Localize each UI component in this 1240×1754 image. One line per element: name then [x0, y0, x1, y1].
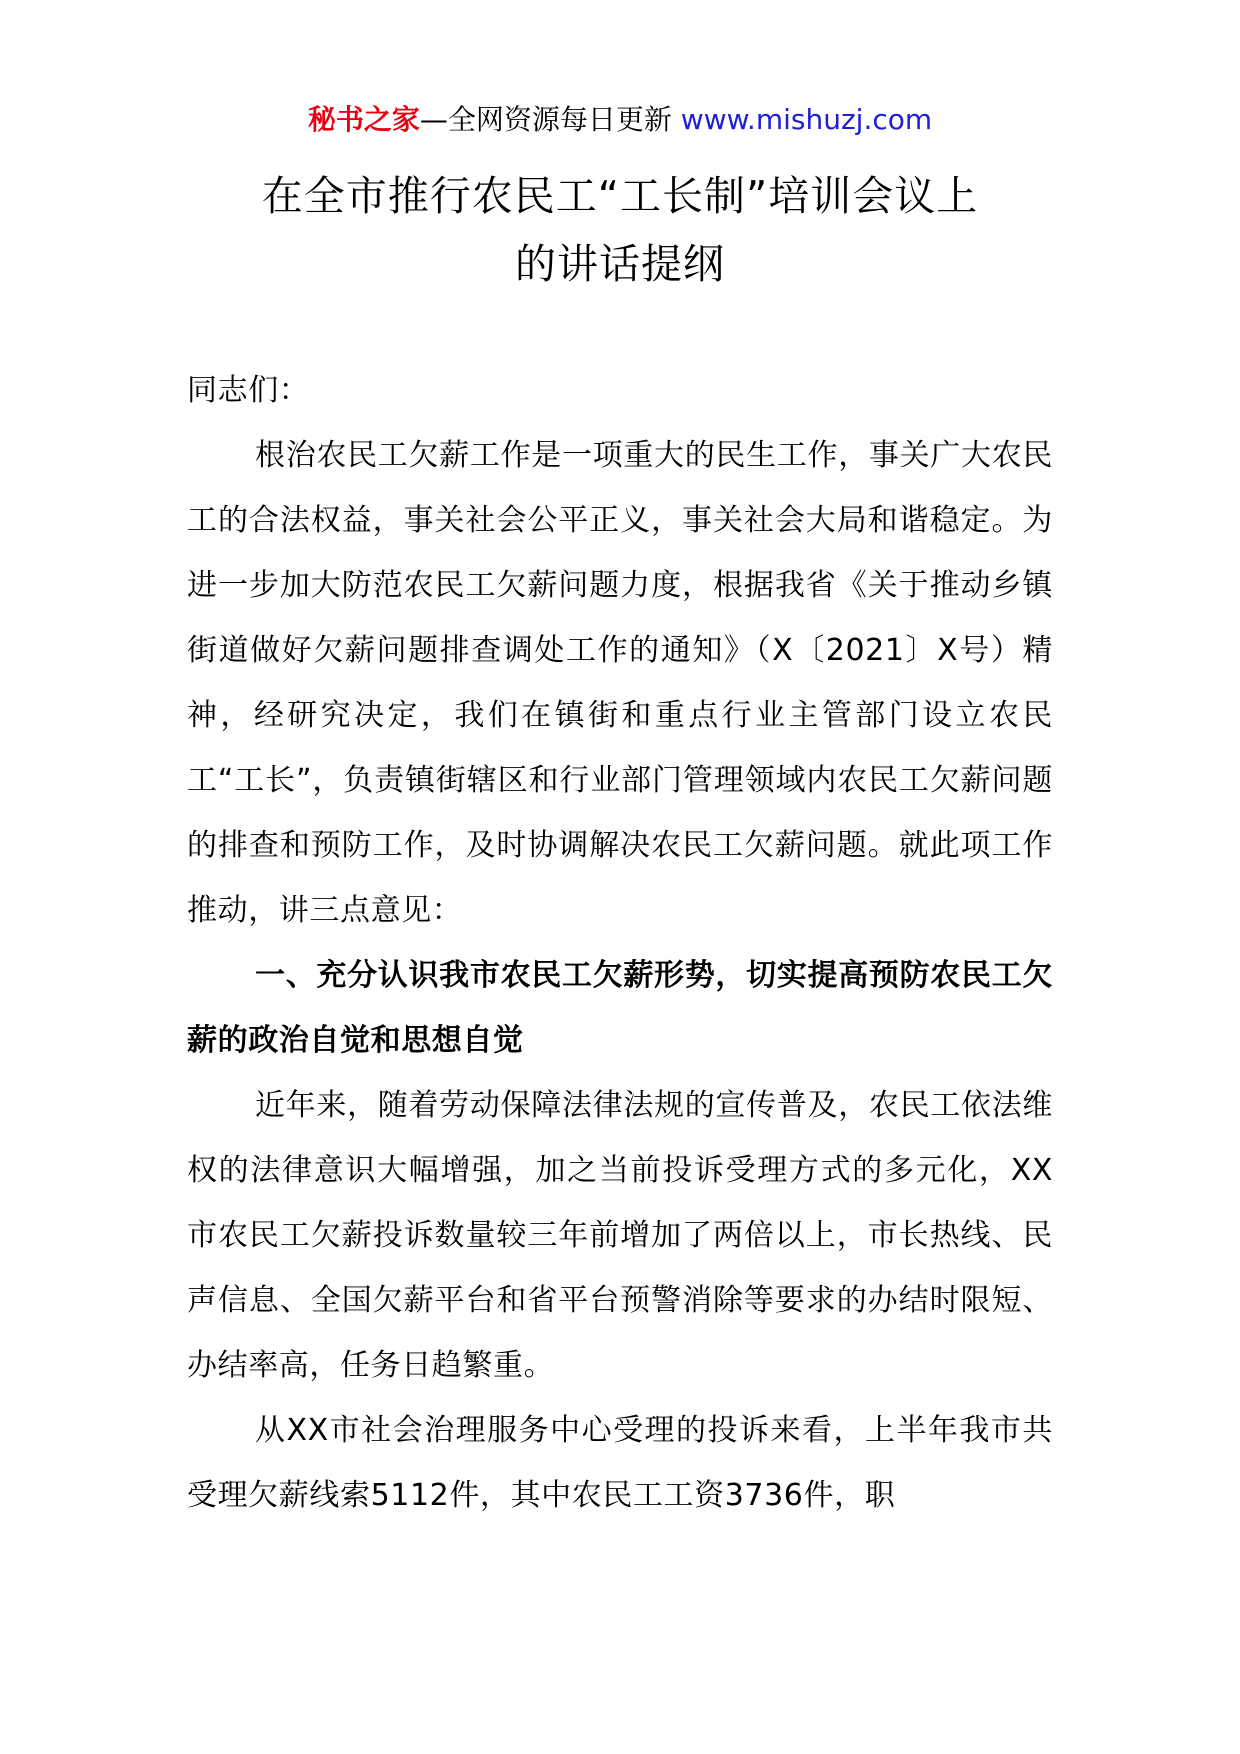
document-body: [187, 358, 1053, 1528]
document-title: [150, 162, 1090, 298]
site-url-link[interactable]: www.mishuzj.com: [680, 103, 933, 136]
header-tagline: —全网资源每日更新: [419, 103, 672, 136]
paragraph-complaints-trend: 近年来，随着劳动保障法律法规的宣传普及，农民工依法维权的法律意识大幅增强，加之当前投诉受理方式的多元化，XX市农民工欠薪投诉数量较三年前增加了两倍以上，市长热线、民声信息、全国欠薪平台和省平台预警消除等要求的办结时限短、办结率高，任务日趋繁重。: [187, 1088, 1053, 1383]
brand-name: 秘书之家: [307, 103, 420, 136]
title-line-1: 在全市推行农民工“工长制”培训会议上: [261, 172, 979, 220]
section-heading-1: 一、充分认识我市农民工欠薪形势，切实提高预防农民工欠薪的政治自觉和思想自觉: [187, 958, 1053, 1058]
paragraph-complaints-stats: 从XX市社会治理服务中心受理的投诉来看，上半年我市共受理欠薪线索5112件，其中农民工工资3736件，职: [187, 1413, 1053, 1513]
site-header: [0, 100, 1240, 140]
title-line-2: 的讲话提纲: [515, 240, 725, 288]
salutation: 同志们：: [187, 373, 310, 408]
paragraph-intro: 根治农民工欠薪工作是一项重大的民生工作，事关广大农民工的合法权益，事关社会公平正义，事关社会大局和谐稳定。为进一步加大防范农民工欠薪问题力度，根据我省《关于推动乡镇街道做好欠薪问题排查调处工作的通知》（X〔2021〕X号）精神，经研究决定，我们在镇街和重点行业主管部门设立农民工“工长”，负责镇街辖区和行业部门管理领域内农民工欠薪问题的排查和预防工作，及时协调解决农民工欠薪问题。就此项工作推动，讲三点意见：: [187, 438, 1053, 928]
